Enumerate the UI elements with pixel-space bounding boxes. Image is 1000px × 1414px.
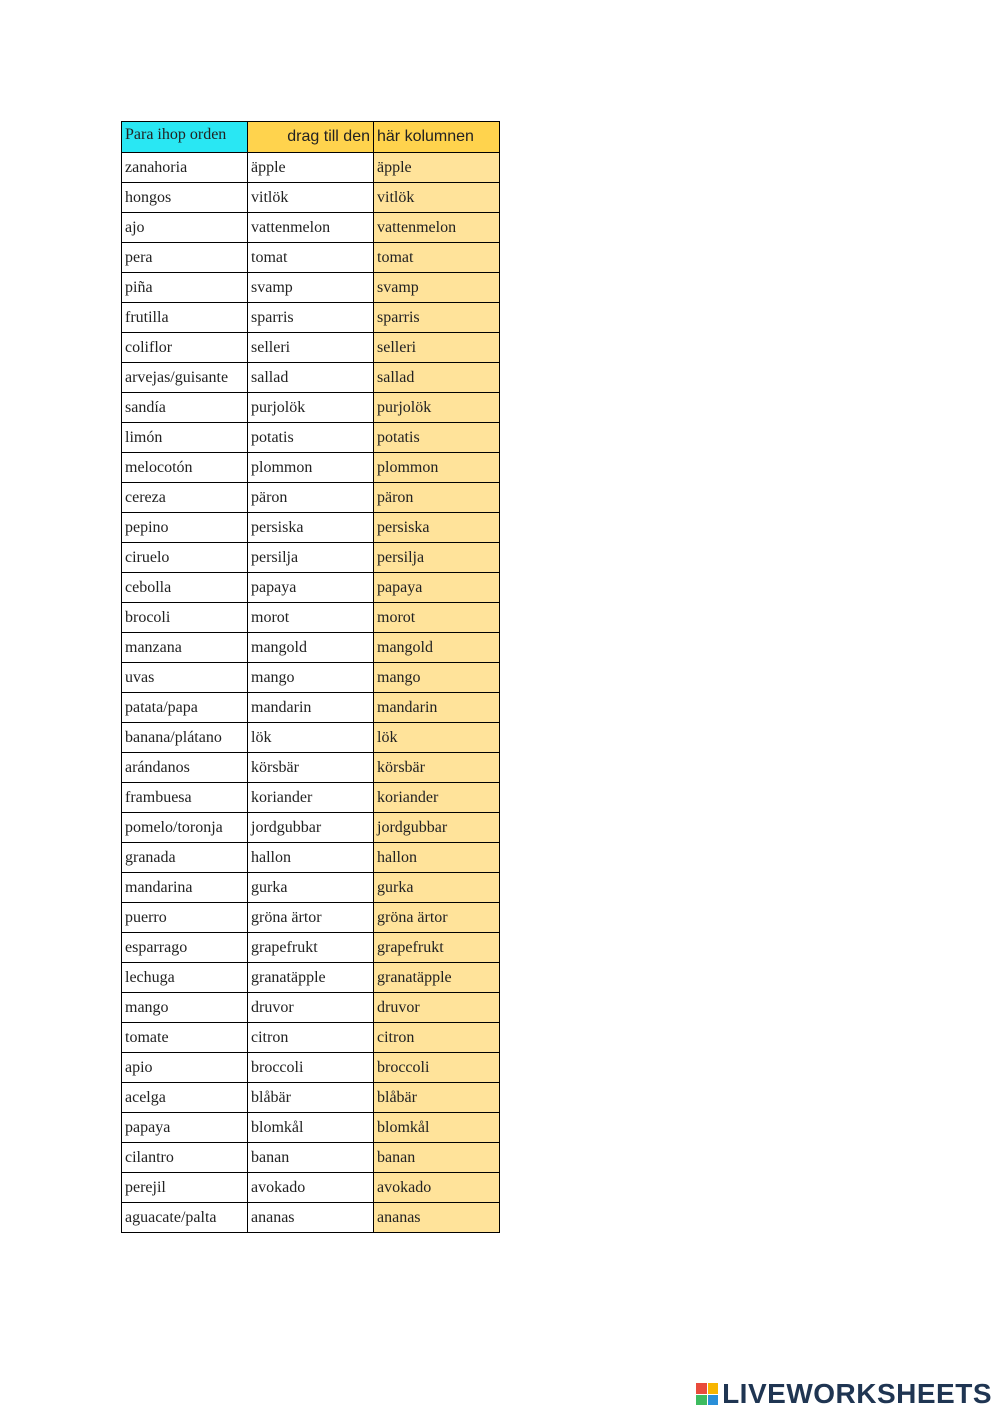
spanish-word-cell: pepino	[122, 513, 248, 543]
swedish-word-target-cell[interactable]: potatis	[374, 423, 500, 453]
swedish-word-draggable[interactable]: hallon	[248, 843, 374, 873]
spanish-word-cell: aguacate/palta	[122, 1203, 248, 1233]
table-row	[122, 543, 500, 573]
swedish-word-draggable[interactable]: citron	[248, 1023, 374, 1053]
swedish-word-target-cell[interactable]: sparris	[374, 303, 500, 333]
spanish-word-cell: piña	[122, 273, 248, 303]
table-row	[122, 1083, 500, 1113]
swedish-word-target-cell[interactable]: mango	[374, 663, 500, 693]
swedish-word-draggable[interactable]: sparris	[248, 303, 374, 333]
swedish-word-draggable[interactable]: plommon	[248, 453, 374, 483]
swedish-word-draggable[interactable]: mango	[248, 663, 374, 693]
table-row	[122, 933, 500, 963]
swedish-word-draggable[interactable]: lök	[248, 723, 374, 753]
vocabulary-table	[121, 121, 500, 1233]
liveworksheets-logo	[696, 1380, 992, 1408]
swedish-word-draggable[interactable]: granatäpple	[248, 963, 374, 993]
table-row	[122, 813, 500, 843]
swedish-word-target-cell[interactable]: ananas	[374, 1203, 500, 1233]
swedish-word-target-cell[interactable]: persiska	[374, 513, 500, 543]
swedish-word-draggable[interactable]: äpple	[248, 153, 374, 183]
swedish-word-draggable[interactable]: gurka	[248, 873, 374, 903]
spanish-word-cell: cilantro	[122, 1143, 248, 1173]
table-row	[122, 573, 500, 603]
table-row	[122, 903, 500, 933]
swedish-word-draggable[interactable]: vattenmelon	[248, 213, 374, 243]
swedish-word-draggable[interactable]: banan	[248, 1143, 374, 1173]
swedish-word-target-cell[interactable]: avokado	[374, 1173, 500, 1203]
header-har-kolumnen: här kolumnen	[374, 122, 500, 153]
spanish-word-cell: frambuesa	[122, 783, 248, 813]
table-row	[122, 273, 500, 303]
header-para-ihop-orden: Para ihop orden	[122, 122, 248, 153]
spanish-word-cell: melocotón	[122, 453, 248, 483]
table-row	[122, 603, 500, 633]
swedish-word-draggable[interactable]: mandarin	[248, 693, 374, 723]
table-row	[122, 513, 500, 543]
spanish-word-cell: cereza	[122, 483, 248, 513]
swedish-word-target-cell[interactable]: mandarin	[374, 693, 500, 723]
swedish-word-draggable[interactable]: blomkål	[248, 1113, 374, 1143]
liveworksheets-logo-icon	[696, 1383, 718, 1405]
swedish-word-target-cell[interactable]: körsbär	[374, 753, 500, 783]
swedish-word-draggable[interactable]: avokado	[248, 1173, 374, 1203]
table-row	[122, 1203, 500, 1233]
swedish-word-target-cell[interactable]: vitlök	[374, 183, 500, 213]
swedish-word-target-cell[interactable]: plommon	[374, 453, 500, 483]
swedish-word-target-cell[interactable]: purjolök	[374, 393, 500, 423]
table-row	[122, 693, 500, 723]
spanish-word-cell: tomate	[122, 1023, 248, 1053]
table-row	[122, 723, 500, 753]
spanish-word-cell: papaya	[122, 1113, 248, 1143]
swedish-word-target-cell[interactable]: granatäpple	[374, 963, 500, 993]
swedish-word-draggable[interactable]: persilja	[248, 543, 374, 573]
swedish-word-target-cell[interactable]: banan	[374, 1143, 500, 1173]
spanish-word-cell: puerro	[122, 903, 248, 933]
table-row	[122, 993, 500, 1023]
table-row	[122, 213, 500, 243]
swedish-word-target-cell[interactable]: grapefrukt	[374, 933, 500, 963]
table-row	[122, 1113, 500, 1143]
spanish-word-cell: sandía	[122, 393, 248, 423]
swedish-word-draggable[interactable]: koriander	[248, 783, 374, 813]
spanish-word-cell: patata/papa	[122, 693, 248, 723]
table-row	[122, 783, 500, 813]
table-row	[122, 843, 500, 873]
table-row	[122, 363, 500, 393]
table-row	[122, 423, 500, 453]
spanish-word-cell: granada	[122, 843, 248, 873]
swedish-word-target-cell[interactable]: selleri	[374, 333, 500, 363]
swedish-word-draggable[interactable]: purjolök	[248, 393, 374, 423]
swedish-word-target-cell[interactable]: vattenmelon	[374, 213, 500, 243]
swedish-word-draggable[interactable]: gröna ärtor	[248, 903, 374, 933]
spanish-word-cell: mango	[122, 993, 248, 1023]
swedish-word-draggable[interactable]: papaya	[248, 573, 374, 603]
spanish-word-cell: lechuga	[122, 963, 248, 993]
swedish-word-draggable[interactable]: selleri	[248, 333, 374, 363]
spanish-word-cell: ajo	[122, 213, 248, 243]
table-row	[122, 1173, 500, 1203]
table-row	[122, 153, 500, 183]
swedish-word-target-cell[interactable]: päron	[374, 483, 500, 513]
swedish-word-target-cell[interactable]: druvor	[374, 993, 500, 1023]
spanish-word-cell: ciruelo	[122, 543, 248, 573]
spanish-word-cell: coliflor	[122, 333, 248, 363]
swedish-word-draggable[interactable]: svamp	[248, 273, 374, 303]
swedish-word-target-cell[interactable]: citron	[374, 1023, 500, 1053]
spanish-word-cell: cebolla	[122, 573, 248, 603]
swedish-word-draggable[interactable]: druvor	[248, 993, 374, 1023]
swedish-word-target-cell[interactable]: tomat	[374, 243, 500, 273]
swedish-word-draggable[interactable]: vitlök	[248, 183, 374, 213]
brand-name: LIVEWORKSHEETS	[722, 1378, 992, 1409]
swedish-word-target-cell[interactable]: koriander	[374, 783, 500, 813]
table-row	[122, 753, 500, 783]
table-row	[122, 1023, 500, 1053]
spanish-word-cell: acelga	[122, 1083, 248, 1113]
table-row	[122, 663, 500, 693]
swedish-word-draggable[interactable]: grapefrukt	[248, 933, 374, 963]
spanish-word-cell: esparrago	[122, 933, 248, 963]
spanish-word-cell: perejil	[122, 1173, 248, 1203]
swedish-word-target-cell[interactable]: äpple	[374, 153, 500, 183]
swedish-word-draggable[interactable]: mangold	[248, 633, 374, 663]
table-row	[122, 483, 500, 513]
swedish-word-target-cell[interactable]: papaya	[374, 573, 500, 603]
swedish-word-draggable[interactable]: päron	[248, 483, 374, 513]
spanish-word-cell: arvejas/guisante	[122, 363, 248, 393]
swedish-word-target-cell[interactable]: blåbär	[374, 1083, 500, 1113]
table-row	[122, 303, 500, 333]
swedish-word-draggable[interactable]: potatis	[248, 423, 374, 453]
spanish-word-cell: apio	[122, 1053, 248, 1083]
spanish-word-cell: mandarina	[122, 873, 248, 903]
spanish-word-cell: manzana	[122, 633, 248, 663]
swedish-word-draggable[interactable]: körsbär	[248, 753, 374, 783]
table-row	[122, 873, 500, 903]
swedish-word-draggable[interactable]: blåbär	[248, 1083, 374, 1113]
table-row	[122, 183, 500, 213]
spanish-word-cell: hongos	[122, 183, 248, 213]
swedish-word-target-cell[interactable]: svamp	[374, 273, 500, 303]
table-row	[122, 1143, 500, 1173]
table-row	[122, 453, 500, 483]
swedish-word-target-cell[interactable]: hallon	[374, 843, 500, 873]
swedish-word-target-cell[interactable]: lök	[374, 723, 500, 753]
swedish-word-target-cell[interactable]: persilja	[374, 543, 500, 573]
swedish-word-draggable[interactable]: tomat	[248, 243, 374, 273]
header-drag-till-den: drag till den	[248, 122, 374, 153]
swedish-word-target-cell[interactable]: morot	[374, 603, 500, 633]
worksheet-table-container	[121, 121, 499, 1233]
table-header-row	[122, 122, 500, 153]
swedish-word-target-cell[interactable]: gurka	[374, 873, 500, 903]
swedish-word-draggable[interactable]: broccoli	[248, 1053, 374, 1083]
swedish-word-draggable[interactable]: jordgubbar	[248, 813, 374, 843]
table-row	[122, 963, 500, 993]
table-row	[122, 633, 500, 663]
spanish-word-cell: brocoli	[122, 603, 248, 633]
swedish-word-target-cell[interactable]: blomkål	[374, 1113, 500, 1143]
table-row	[122, 1053, 500, 1083]
swedish-word-target-cell[interactable]: broccoli	[374, 1053, 500, 1083]
spanish-word-cell: limón	[122, 423, 248, 453]
swedish-word-draggable[interactable]: sallad	[248, 363, 374, 393]
table-row	[122, 393, 500, 423]
swedish-word-target-cell[interactable]: sallad	[374, 363, 500, 393]
spanish-word-cell: pomelo/toronja	[122, 813, 248, 843]
spanish-word-cell: uvas	[122, 663, 248, 693]
swedish-word-target-cell[interactable]: mangold	[374, 633, 500, 663]
swedish-word-draggable[interactable]: morot	[248, 603, 374, 633]
spanish-word-cell: arándanos	[122, 753, 248, 783]
table-row	[122, 243, 500, 273]
spanish-word-cell: zanahoria	[122, 153, 248, 183]
spanish-word-cell: frutilla	[122, 303, 248, 333]
swedish-word-target-cell[interactable]: jordgubbar	[374, 813, 500, 843]
swedish-word-draggable[interactable]: ananas	[248, 1203, 374, 1233]
spanish-word-cell: banana/plátano	[122, 723, 248, 753]
swedish-word-target-cell[interactable]: gröna ärtor	[374, 903, 500, 933]
table-row	[122, 333, 500, 363]
spanish-word-cell: pera	[122, 243, 248, 273]
swedish-word-draggable[interactable]: persiska	[248, 513, 374, 543]
